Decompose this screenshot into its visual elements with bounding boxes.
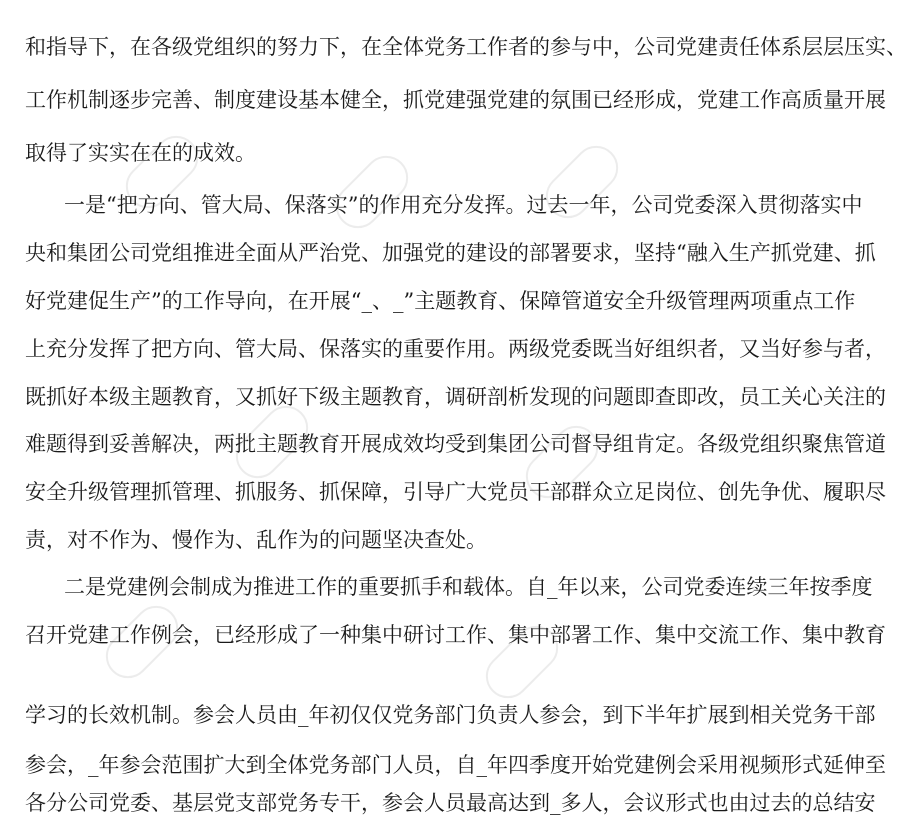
- text-line: 好党建促生产”的工作导向，在开展“_、_”主题教育、保障管道安全升级管理两项重点工作: [25, 289, 856, 313]
- text-line: 参会，_年参会范围扩大到全体党务部门人员，自_年四季度开始党建例会采用视频形式延伸至: [25, 753, 886, 777]
- paragraph-heading-line: 二是党建例会制成为推进工作的重要抓手和载体。自_年以来，公司党委连续三年按季度: [64, 575, 873, 599]
- text-line: 难题得到妥善解决，两批主题教育开展成效均受到集团公司督导组肯定。各级党组织聚焦管道: [25, 432, 886, 456]
- text-line: 既抓好本级主题教育，又抓好下级主题教育，调研剖析发现的问题即查即改，员工关心关注的: [25, 385, 886, 409]
- text-line: 安全升级管理抓管理、抓服务、抓保障，引导广大党员干部群众立足岗位、创先争优、履职尽: [25, 480, 886, 504]
- text-line: 上充分发挥了把方向、管大局、保落实的重要作用。两级党委既当好组织者，又当好参与者，: [25, 337, 886, 361]
- text-line: 和指导下，在各级党组织的努力下，在全体党务工作者的参与中，公司党建责任体系层层压实、: [25, 35, 907, 59]
- text-line: 责，对不作为、慢作为、乱作为的问题坚决查处。: [25, 528, 487, 552]
- text-line: 工作机制逐步完善、制度建设基本健全，抓党建强党建的氛围已经形成，党建工作高质量开展: [25, 88, 886, 112]
- text-line: 各分公司党委、基层党支部党务专干，参会人员最高达到_多人，会议形式也由过去的总结安: [25, 791, 876, 815]
- text-line: 学习的长效机制。参会人员由_年初仅仅党务部门负责人参会，到下半年扩展到相关党务干部: [25, 703, 876, 727]
- text-line: 召开党建工作例会，已经形成了一种集中研讨工作、集中部署工作、集中交流工作、集中教育: [25, 623, 886, 647]
- text-line: 取得了实实在在的成效。: [25, 141, 256, 165]
- paragraph-heading-line: 一是“把方向、管大局、保落实”的作用充分发挥。过去一年，公司党委深入贯彻落实中: [64, 193, 863, 217]
- text-line: 央和集团公司党组推进全面从严治党、加强党的建设的部署要求，坚持“融入生产抓党建、抓: [25, 241, 876, 265]
